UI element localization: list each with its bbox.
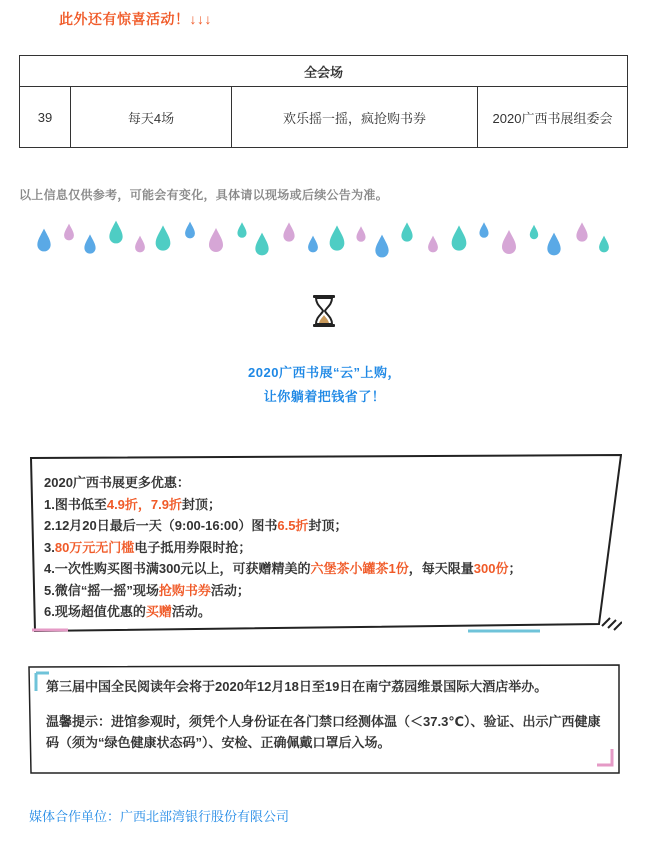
offer-item-6: 6.现场超值优惠的买赠活动。 [44, 604, 211, 619]
cell-organizer: 2020广西书展组委会 [478, 87, 628, 148]
media-partner-text: 媒体合作单位：广西北部湾银行股份有限公司 [29, 809, 290, 824]
surprise-headline: 此外还有惊喜活动！↓↓↓ [59, 11, 212, 27]
table-row [20, 87, 628, 148]
hourglass-icon [311, 294, 337, 328]
offer-item-4: 4.一次性购买图书满300元以上，可获赠精美的六堡茶小罐茶1份，每天限量300份； [44, 561, 522, 576]
offer-item-5: 5.微信“摇一摇”现场抢购书券活动； [44, 582, 250, 598]
notice-text [46, 676, 606, 753]
offer-item-3: 3.80万元无门槛电子抵用券限时抢； [44, 539, 252, 555]
notice-line-1: 第三届中国全民阅读年会将于2020年12月18日至19日在南宁荔园维景国际大酒店举办。 [46, 679, 548, 694]
offer-item-1: 1.图书低至4.9折，7.9折封顶； [44, 496, 222, 512]
disclaimer-text: 以上信息仅供参考，可能会有变化，具体请以现场或后续公告为准。 [19, 188, 389, 202]
offers-title: 2020广西书展更多优惠： [44, 475, 190, 490]
raindrop-divider [0, 210, 649, 266]
venue-table-header: 全会场 [20, 56, 628, 87]
promo-line-2: 让你躺着把钱省了！ [263, 389, 386, 404]
notice-line-2: 温馨提示：进馆参观时，须凭个人身份证在各门禁口经测体温（＜37.3℃）、验证、出示广西健康码（须为“绿色健康状态码”）、安检、正确佩戴口罩后入场。 [46, 714, 601, 750]
offer-item-2: 2.12月20日最后一天（9:00-16:00）图书6.5折封顶； [44, 518, 348, 533]
notice-box [27, 663, 621, 775]
raindrops-decoration [37, 221, 609, 258]
offers-box [28, 454, 622, 634]
cell-activity: 欢乐摇一摇，疯抢购书券 [232, 87, 478, 148]
cell-number: 39 [20, 87, 71, 148]
promo-line-1: 2020广西书展“云”上购， [248, 365, 401, 380]
venue-table [19, 55, 628, 148]
offers-list [44, 472, 522, 623]
cell-frequency: 每天4场 [71, 87, 232, 148]
